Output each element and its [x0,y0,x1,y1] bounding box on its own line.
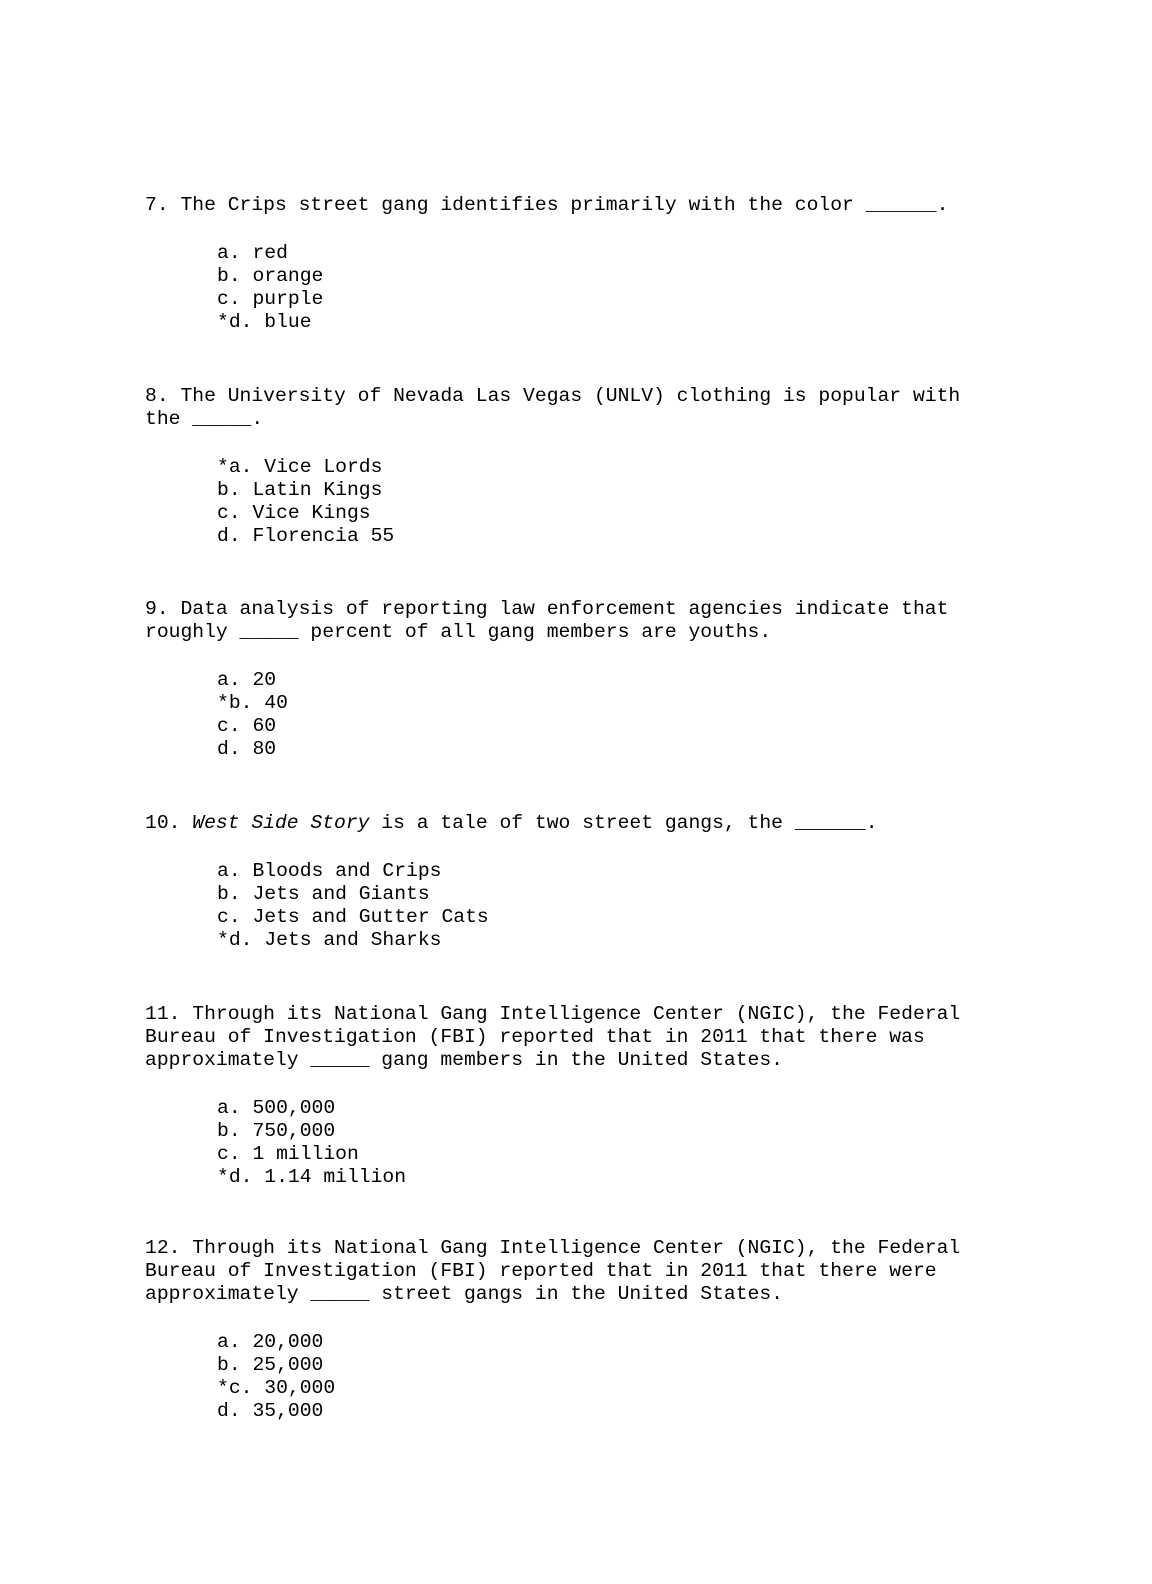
option-d: d. 80 [217,738,277,760]
option-c: c. 1 million [217,1143,359,1165]
option-c: c. purple [217,288,324,310]
option-a: *a. Vice Lords [217,456,383,478]
question-11 [145,1003,1005,1189]
option-b: b. orange [217,265,324,287]
option-d: *d. Jets and Sharks [217,929,442,951]
option-d: *d. 1.14 million [217,1166,407,1188]
option-b: b. Jets and Giants [217,883,430,905]
question-9 [145,598,1005,761]
option-d: d. 35,000 [217,1400,324,1422]
question-stem: 11. Through its National Gang Intelligence Center (NGIC), the Federal Bureau of Investigation (FBI) reported that in 2011 that there was approximately _____ gang members in the United States. [145,1003,961,1071]
option-c: c. 60 [217,715,277,737]
answer-options [145,242,1005,334]
question-stem: 9. Data analysis of reporting law enforcement agencies indicate that roughly _____ percent of all gang members are youths. [145,598,949,643]
answer-options [145,1331,1005,1423]
option-a: a. 20 [217,669,277,691]
option-c: c. Vice Kings [217,502,371,524]
option-b: b. 25,000 [217,1354,324,1376]
answer-options [145,669,1005,761]
question-8 [145,385,1005,548]
option-d: d. Florencia 55 [217,525,395,547]
question-12 [145,1237,1005,1423]
question-stem: 7. The Crips street gang identifies primarily with the color ______. [145,194,949,216]
option-a: a. 20,000 [217,1331,324,1353]
question-10 [145,812,1005,952]
option-a: a. red [217,242,288,264]
option-d: *d. blue [217,311,312,333]
question-stem: 12. Through its National Gang Intelligence Center (NGIC), the Federal Bureau of Investigation (FBI) reported that in 2011 that there were approximately _____ street gangs in the United States. [145,1237,961,1305]
answer-options [145,1097,1005,1189]
option-c: *c. 30,000 [217,1377,336,1399]
option-c: c. Jets and Gutter Cats [217,906,489,928]
option-b: *b. 40 [217,692,288,714]
stem-prefix: 10. [145,812,193,834]
question-7 [145,194,1005,334]
option-a: a. 500,000 [217,1097,336,1119]
stem-suffix: is a tale of two street gangs, the ______. [369,812,878,834]
option-a: a. Bloods and Crips [217,860,442,882]
question-stem [145,812,1005,835]
option-b: b. 750,000 [217,1120,336,1142]
film-title: West Side Story [192,812,370,834]
answer-options [145,860,1005,952]
question-stem: 8. The University of Nevada Las Vegas (UNLV) clothing is popular with the _____. [145,385,961,430]
answer-options [145,456,1005,548]
option-b: b. Latin Kings [217,479,383,501]
